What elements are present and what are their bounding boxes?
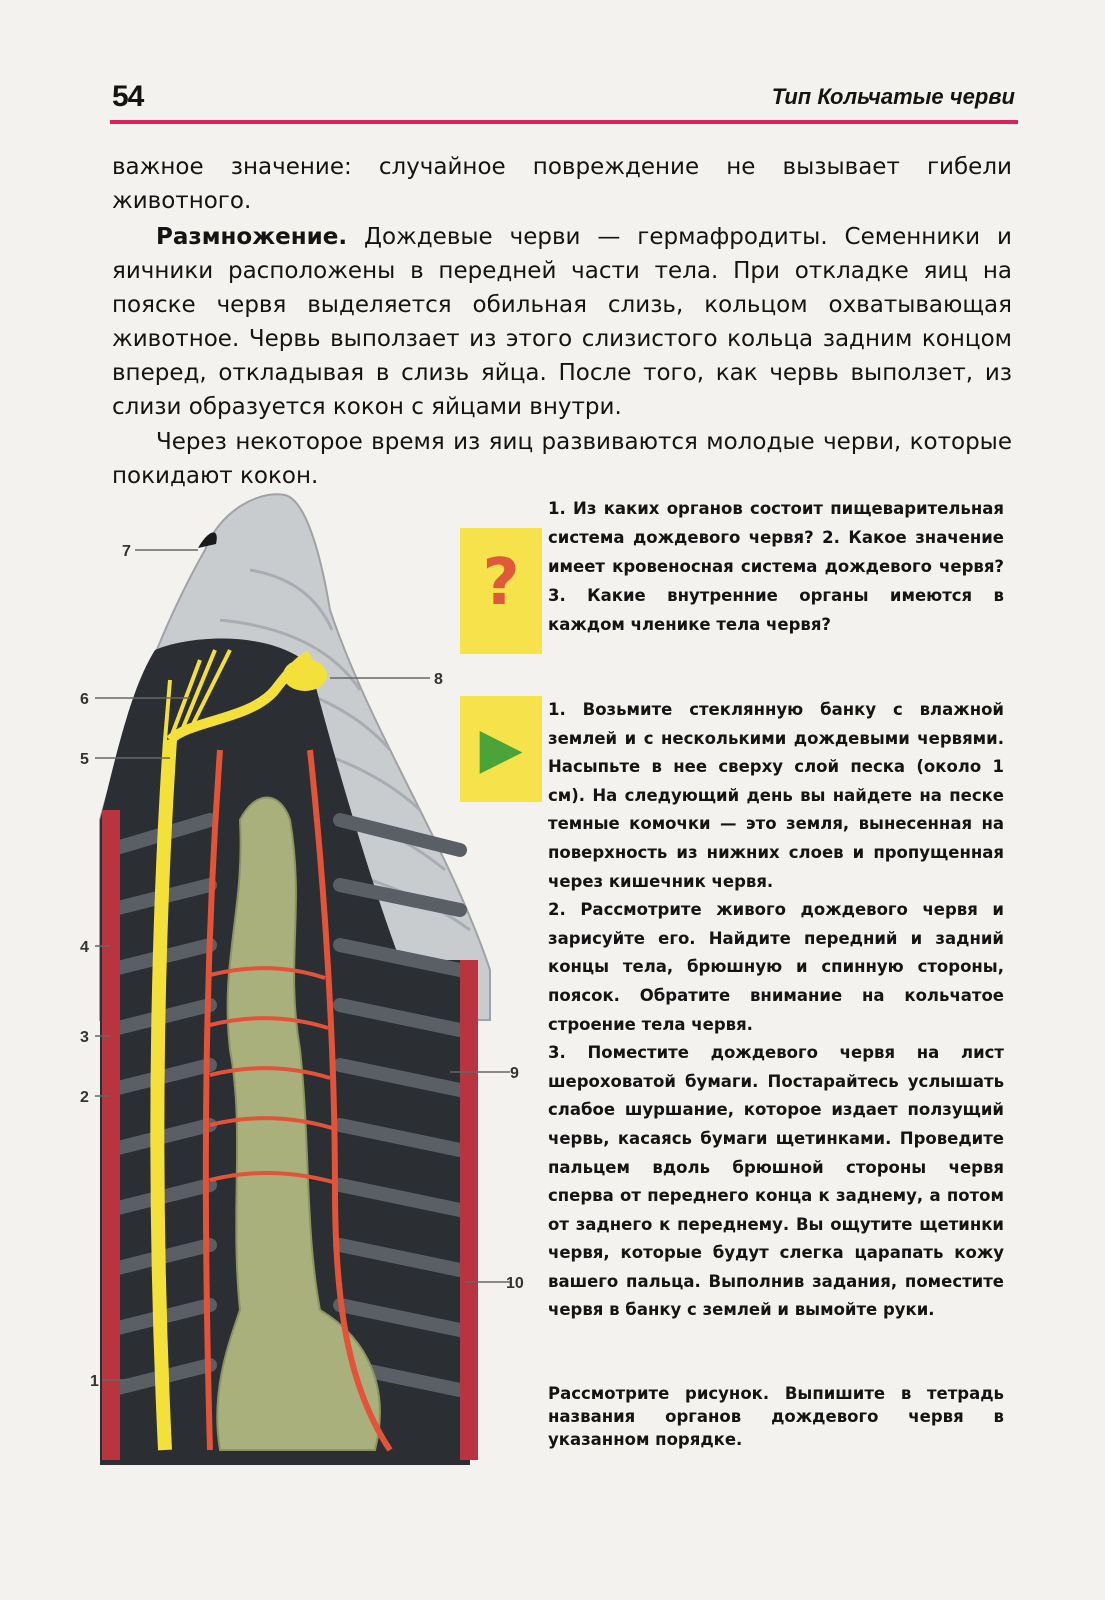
play-arrow-icon: ▶ [479, 716, 523, 781]
figure-label-2: 2 [80, 1089, 89, 1106]
figure-label-4: 4 [80, 939, 89, 956]
figure-label-9: 9 [510, 1065, 519, 1082]
question-mark-icon: ? [482, 546, 520, 620]
pharynx [283, 659, 327, 691]
figure-label-1: 1 [90, 1373, 99, 1390]
figure-label-6: 6 [80, 691, 89, 708]
reproduction-text: Дождевые черви — гермафродиты. Семенники и яичники расположены в передней части тела. При откладке яиц на пояске червя выделяется обильная слизь, кольцом охватывающая животное. Червь выползает из этого слизистого кольца задним концом вперед, откладывая в слизь яйца. После того, как червь выползет, из слизи образуется кокон с яйцами внутри. [112, 224, 1012, 420]
header-rule [110, 120, 1018, 124]
running-title: Тип Кольчатые черви [771, 84, 1015, 109]
paragraph-reproduction [112, 220, 1012, 424]
assignment-item: 3. Поместите дождевого червя на лист шероховатой бумаги. Постарайтесь услышать слабое шуршание, которое издает ползущий червь, касаясь бумаги щетинками. Проведите пальцем вдоль брюшной стороны червя сперва от переднего конца к заднему, а потом от заднего к переднему. Вы ощутите щетинки червя, которые будут слегка царапать кожу вашего пальца. Выполнив задания, поместите червя в банку с землей и вымойте руки. [548, 1043, 1004, 1320]
review-questions: 1. Из каких органов состоит пищеварительная система дождевого червя? 2. Какое значение имеет кровеносная система дождевого червя? 3. Какие внутренние органы имеются в каждом членике тела червя? [548, 499, 1004, 634]
paragraph-continuation: важное значение: случайное повреждение не вызывает гибели животного. [112, 154, 1012, 214]
page-number: 54 [112, 80, 144, 113]
figure-label-10: 10 [506, 1275, 524, 1292]
left-muscle-wall [102, 810, 120, 1460]
questions-badge [460, 528, 542, 654]
reproduction-heading: Размножение. [156, 224, 348, 250]
figure-label-3: 3 [80, 1029, 89, 1046]
figure-label-7: 7 [122, 543, 131, 560]
assignment-item: 1. Возьмите стеклянную банку с влажной землей и с несколькими дождевыми червями. Насыпьте в нее сверху слой песка (около 1 см). На следующий день вы найдете на песке темные комочки — это земля, вынесенная на поверхность из нижних слоев и пропущенная через кишечник червя. [548, 700, 1004, 891]
right-muscle-wall [460, 960, 478, 1460]
assignments-list [548, 696, 1004, 1325]
figure-task: Рассмотрите рисунок. Выпишите в тетрадь названия органов дождевого червя в указанном порядке. [548, 1384, 1004, 1449]
figure-label-8: 8 [434, 671, 443, 688]
assignment-item: 2. Рассмотрите живого дождевого червя и зарисуйте его. Найдите передний и задний концы тела, брюшную и спинную стороны, поясок. Обратите внимание на кольчатое строение тела червя. [548, 900, 1004, 1034]
assignments-badge [460, 696, 542, 802]
paragraph-young-worms: Через некоторое время из яиц развиваются молодые черви, которые покидают кокон. [112, 429, 1012, 489]
figure-label-5: 5 [80, 751, 89, 768]
